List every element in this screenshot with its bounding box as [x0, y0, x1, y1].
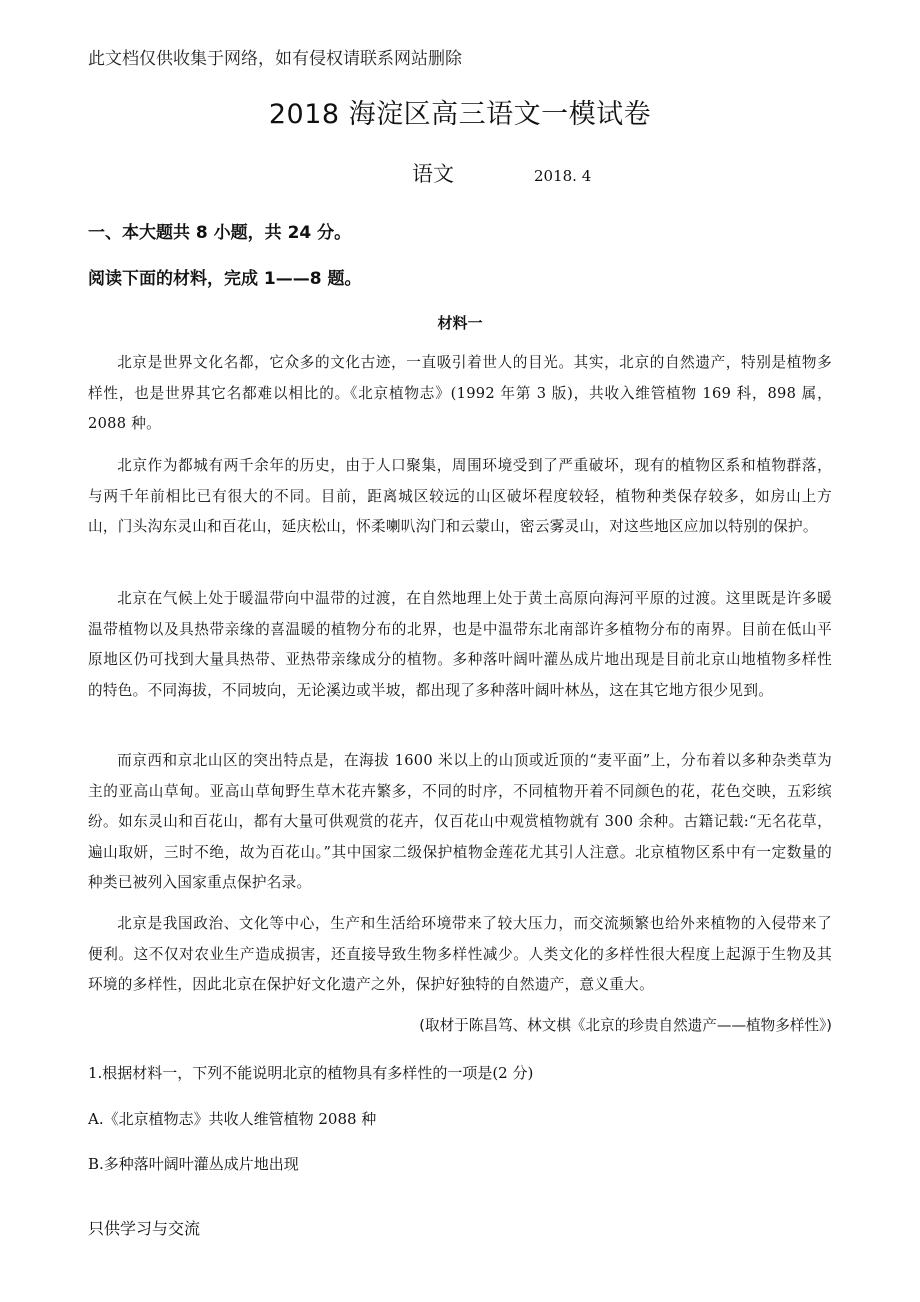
subject-label: 语文 [412, 162, 454, 186]
page-title: 2018 海淀区高三语文一模试卷 [268, 99, 652, 130]
paragraph-4: 而京西和京北山区的突出特点是，在海拔 1600 米以上的山顶或近顶的“麦平面”上，分布着以多种杂类草为主的亚高山草甸。亚高山草甸野生草木花卉繁多，不同的时序，不同植物开着不同颜色的花，花色交映，五彩缤纷。如东灵山和百花山，都有大量可供观赏的花卉，仅百花山中观赏植物就有 300 余种。古籍记载:“无名花草，遍山取妍，三时不绝，故为百花山。”其中国家二级保护植物金莲花尤其引人注意。北京植物区系中有一定数量的种类已被列入国家重点保护名录。 [88, 752, 832, 891]
source-citation: (取材于陈昌笃、林文棋《北京的珍贵自然遗产——植物多样性》) [419, 1017, 832, 1034]
header-note: 此文档仅供收集于网络，如有侵权请联系网站删除 [88, 49, 462, 69]
footer-note: 只供学习与交流 [88, 1219, 201, 1238]
paragraph-2: 北京作为都城有两千余年的历史，由于人口聚集，周围环境受到了严重破坏，现有的植物区系和植物群落，与两千年前相比已有很大的不同。目前，距离城区较远的山区破坏程度较轻，植物种类保存较多，如房山上方山，门头沟东灵山和百花山，延庆松山，怀柔喇叭沟门和云蒙山，密云雾灵山，对这些地区应加以特别的保护。 [88, 457, 832, 535]
section-heading: 一、本大题共 8 小题，共 24 分。 [88, 223, 352, 243]
question-1-stem: 1.根据材料一，下列不能说明北京的植物具有多样性的一项是(2 分) [88, 1064, 534, 1082]
paragraph-3: 北京在气候上处于暖温带向中温带的过渡，在自然地理上处于黄土高原向海河平原的过渡。这里既是许多暖温带植物以及具热带亲缘的喜温暖的植物分布的北界，也是中温带东北南部许多植物分布的南界。目前在低山平原地区仍可找到大量具热带、亚热带亲缘成分的植物。多种落叶阔叶灌丛成片地出现是目前北京山地植物多样性的特色。不同海拔，不同坡向，无论溪边或半坡，都出现了多种落叶阔叶林丛，这在其它地方很少见到。 [88, 590, 832, 699]
subject-row [412, 158, 591, 188]
material-title: 材料一 [437, 314, 483, 332]
question-1-option-b: B.多种落叶阔叶灌丛成片地出现 [88, 1155, 299, 1173]
reading-instruction: 阅读下面的材料，完成 1——8 题。 [88, 269, 362, 289]
paragraph-1: 北京是世界文化名都，它众多的文化古迹，一直吸引着世人的目光。其实，北京的自然遗产，特别是植物多样性，也是世界其它名都难以相比的。《北京植物志》(1992 年第 3 版)，共收入维管植物 169 科，898 属，2088 种。 [88, 354, 832, 432]
paragraph-5: 北京是我国政治、文化等中心，生产和生活给环境带来了较大压力，而交流频繁也给外来植物的入侵带来了便利。这不仅对农业生产造成损害，还直接导致生物多样性减少。人类文化的多样性很大程度上起源于生物及其环境的多样性，因此北京在保护好文化遗产之外，保护好独特的自然遗产，意义重大。 [88, 915, 832, 993]
question-1-option-a: A.《北京植物志》共收人维管植物 2088 种 [88, 1110, 377, 1128]
exam-date: 2018. 4 [534, 167, 592, 185]
